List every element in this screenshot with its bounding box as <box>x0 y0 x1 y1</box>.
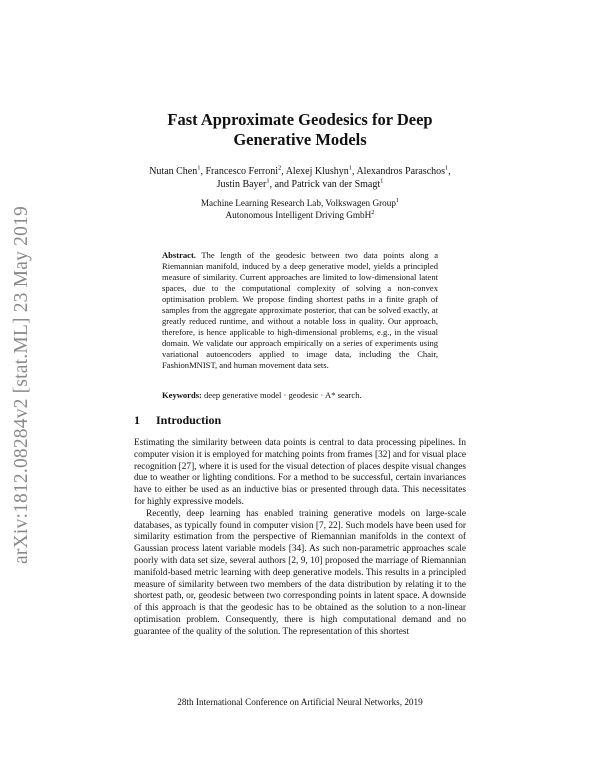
author: Alexej Klushyn$^1$, <box>285 164 357 177</box>
affiliations <box>150 198 450 221</box>
section-title: Introduction <box>156 413 222 427</box>
body-text <box>134 438 466 639</box>
abstract <box>162 250 438 371</box>
section-number: 1 <box>134 413 140 427</box>
author: Francesco Ferroni$^2$, <box>205 164 286 177</box>
author: Justin Bayer$^1$, and <box>216 177 292 190</box>
paragraph: Recently, deep learning has enabled training generative models on large-scale databases, as typically found in computer vision [7, 22]. Such models have been used for similarity estimation from the perspective of Riemannian manifolds in the context of Gaussian process latent variable models [34]. As such non-parametric approaches scale poorly with data set size, several authors [2, 9, 10] proposed the marriage of Riemannian manifold-based metric learning with deep generative models. This results in a principled measure of similarity between two members of the data distribution by relating it to the shortest path, or, geodesic between two corresponding points in latent space. A downside of this approach is that the geodesic has to be obtained as the solution to a non-linear optimisation problem. Consequently, there is high computational demand and no guarantee of the quality of the solution. The representation of this shortest <box>134 508 466 637</box>
keywords-label: Keywords: <box>162 390 202 400</box>
author: Alexandros Paraschos$^1$, <box>356 164 451 177</box>
abstract-text: The length of the geodesic between two data points along a Riemannian manifold, induced by a deep generative model, yields a principled measure of similarity. Current approaches are limited to low-dimensional latent spaces, due to the computational complexity of solving a non-convex optimisation problem. We propose finding shortest paths in a finite graph of samples from the aggregate approximate posterior, that can be solved exactly, at greatly reduced runtime, and without a notable loss in quality. Our approach, therefore, is hence applicable to high-dimensional problems, e.g., in the visual domain. We validate our approach empirically on a series of experiments using variational autoencoders applied to image data, including the Chair, FashionMNIST, and human movement data sets. <box>162 250 438 370</box>
arxiv-identifier-text: arXiv:1812.08284v2 [stat.ML] 23 May 2019 <box>11 206 33 564</box>
keywords-text: deep generative model · geodesic · A* search. <box>204 390 362 400</box>
author: Nutan Chen$^1$, <box>149 164 206 177</box>
author: Patrick van der Smagt$^1$ <box>291 177 384 190</box>
author-list <box>120 165 480 191</box>
conference-footer: 28th International Conference on Artificial Neural Networks, 2019 <box>177 697 423 707</box>
affiliation: Machine Learning Research Lab, Volkswagen Group$^1$ <box>200 196 400 208</box>
paragraph: Estimating the similarity between data points is central to data processing pipelines. In computer vision it is employed for matching points from frames [32] and for visual place recognition [27], where it is used for the visual detection of places despite visual changes due to weather or lighting conditions. For a method to be successful, certain invariances have to either be used as an inductive bias or presented through data. This necessitates for highly expressive models. <box>134 438 466 507</box>
section-heading <box>134 413 466 427</box>
arxiv-identifier <box>12 205 32 565</box>
paper-title: Fast Approximate Geodesics for Deep Generative Models <box>167 110 433 149</box>
abstract-label: Abstract. <box>162 250 196 260</box>
keywords <box>162 390 438 401</box>
author-line-2 <box>120 178 480 191</box>
affiliation: Autonomous Intelligent Driving GmbH$^2$ <box>225 208 375 220</box>
author-line-1 <box>120 165 480 178</box>
